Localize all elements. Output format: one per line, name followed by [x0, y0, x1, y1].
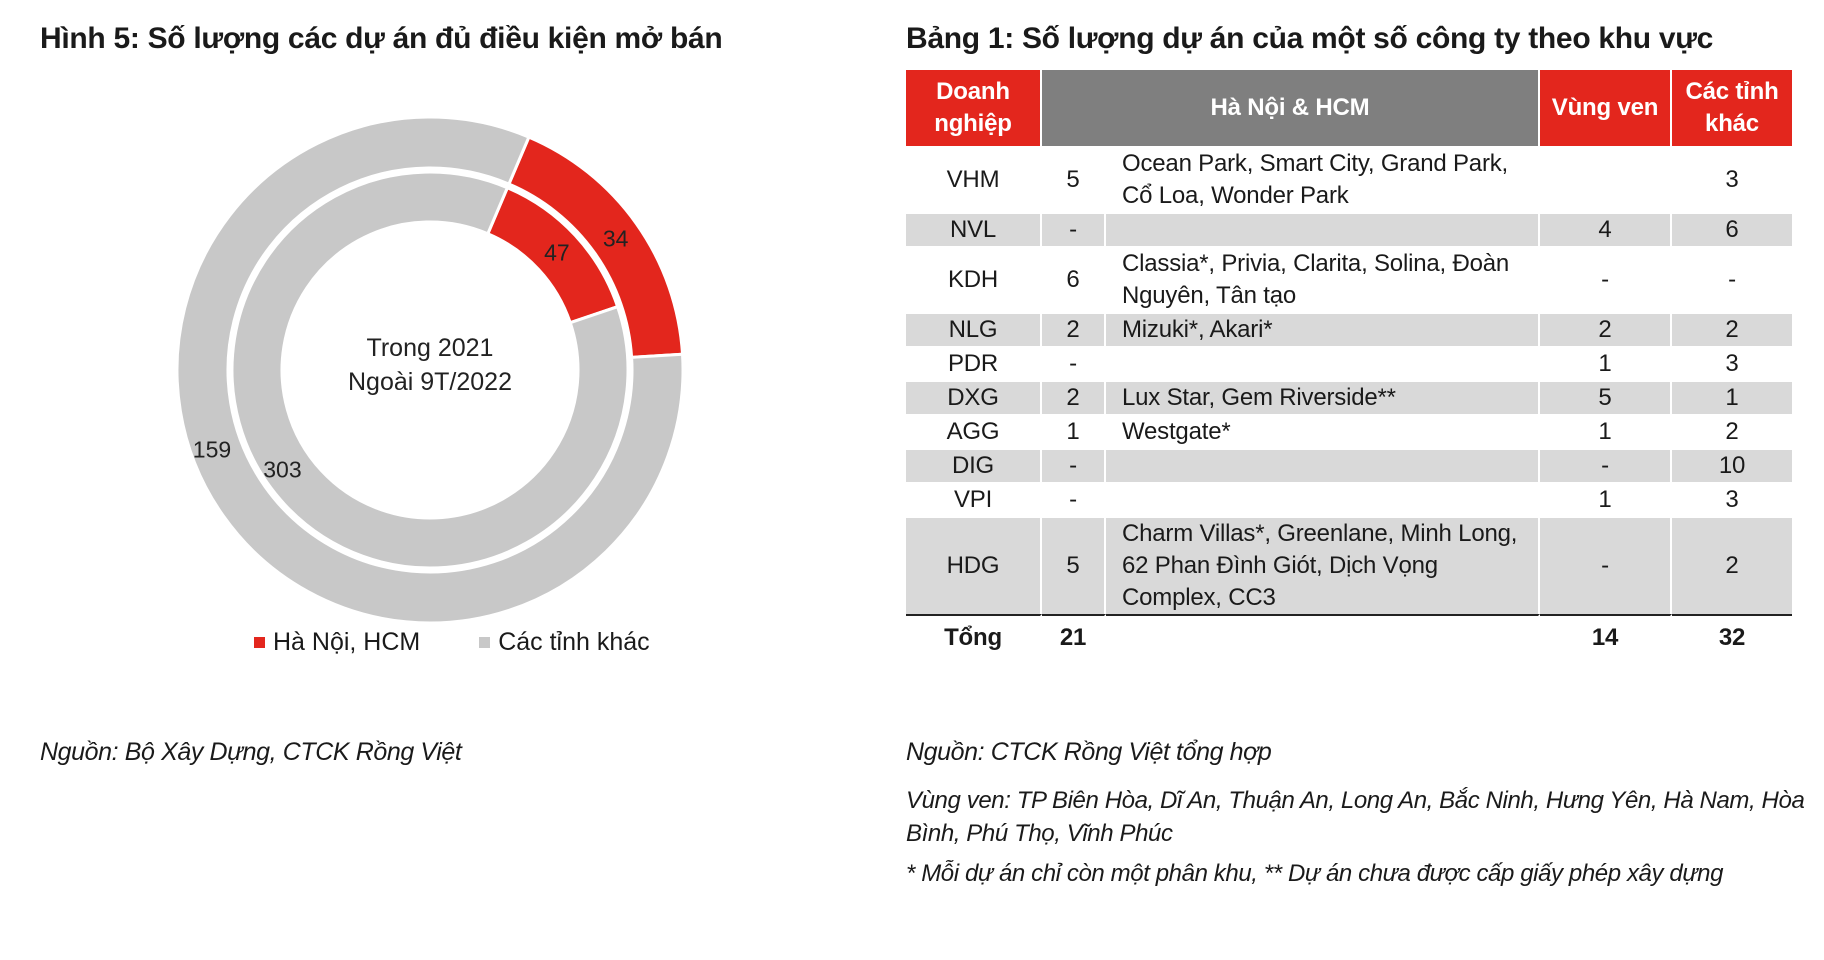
suburban-cell: 5: [1540, 380, 1672, 414]
company-cell: NLG: [906, 312, 1042, 346]
projects-table: [906, 70, 1792, 656]
legend-swatch-red: [254, 637, 265, 648]
suburban-cell: [1540, 146, 1672, 212]
hn-hcm-count-cell: 2: [1042, 312, 1106, 346]
value-label-outer-hanoi-hcm: 34: [602, 225, 629, 252]
suburban-cell: 1: [1540, 346, 1672, 380]
projects-cell: Lux Star, Gem Riverside**: [1106, 380, 1540, 414]
projects-cell: Classia*, Privia, Clarita, Solina, Đoàn Nguyên, Tân tạo: [1106, 246, 1540, 312]
center-label-line-2: Ngoài 9T/2022: [347, 368, 513, 396]
projects-cell: Westgate*: [1106, 414, 1540, 448]
company-cell: VHM: [906, 146, 1042, 212]
header-other-provinces: Các tỉnh khác: [1672, 70, 1792, 146]
other-provinces-cell: 10: [1672, 448, 1792, 482]
total-label: Tổng: [906, 614, 1042, 656]
suburban-cell: -: [1540, 448, 1672, 482]
legend-swatch-grey: [479, 637, 490, 648]
other-provinces-cell: 3: [1672, 346, 1792, 380]
table-total-row: [906, 614, 1792, 656]
suburban-cell: 4: [1540, 212, 1672, 246]
table-source: Nguồn: CTCK Rồng Việt tổng hợp: [906, 738, 1272, 766]
projects-cell: [1106, 212, 1540, 246]
header-hanoi-hcm: Hà Nội & HCM: [1042, 70, 1540, 146]
table-header-row: [906, 70, 1792, 146]
table-row: [906, 516, 1792, 614]
header-company: Doanh nghiệp: [906, 70, 1042, 146]
projects-cell: Mizuki*, Akari*: [1106, 312, 1540, 346]
company-cell: HDG: [906, 516, 1042, 614]
suburban-cell: 1: [1540, 414, 1672, 448]
legend-item-hanoi-hcm: [254, 628, 420, 657]
footnote: * Mỗi dự án chỉ còn một phân khu, ** Dự án chưa được cấp giấy phép xây dựng: [906, 860, 1724, 887]
hn-hcm-count-cell: -: [1042, 212, 1106, 246]
legend-item-other-provinces: [479, 628, 649, 657]
hn-hcm-count-cell: 6: [1042, 246, 1106, 312]
company-cell: AGG: [906, 414, 1042, 448]
hn-hcm-count-cell: -: [1042, 448, 1106, 482]
suburban-cell: 1: [1540, 482, 1672, 516]
value-label-inner-hanoi-hcm: 47: [544, 239, 570, 266]
table-row: [906, 414, 1792, 448]
table-row: [906, 246, 1792, 312]
table-body: [906, 146, 1792, 614]
table-row: [906, 346, 1792, 380]
table-row: [906, 146, 1792, 212]
hn-hcm-count-cell: -: [1042, 346, 1106, 380]
suburban-cell: -: [1540, 246, 1672, 312]
figure-source: Nguồn: Bộ Xây Dựng, CTCK Rồng Việt: [40, 738, 462, 766]
figure-title: Hình 5: Số lượng các dự án đủ điều kiện mở bán: [40, 22, 723, 55]
total-count: 21: [1042, 614, 1106, 656]
company-cell: PDR: [906, 346, 1042, 380]
center-label-line-1: Trong 2021: [366, 334, 494, 362]
header-suburban: Vùng ven: [1540, 70, 1672, 146]
projects-cell: Charm Villas*, Greenlane, Minh Long, 62 Phan Đình Giót, Dịch Vọng Complex, CC3: [1106, 516, 1540, 614]
other-provinces-cell: 6: [1672, 212, 1792, 246]
hn-hcm-count-cell: 5: [1042, 146, 1106, 212]
legend-label: Các tỉnh khác: [498, 628, 650, 656]
company-cell: KDH: [906, 246, 1042, 312]
table-row: [906, 448, 1792, 482]
projects-cell: Ocean Park, Smart City, Grand Park, Cổ Loa, Wonder Park: [1106, 146, 1540, 212]
value-label-inner-other-provinces: 303: [263, 456, 302, 483]
hn-hcm-count-cell: 5: [1042, 516, 1106, 614]
table-row: [906, 482, 1792, 516]
chart-legend: [254, 628, 702, 657]
other-provinces-cell: 2: [1672, 414, 1792, 448]
total-other: 32: [1672, 614, 1792, 656]
other-provinces-cell: 3: [1672, 482, 1792, 516]
donut-chart: [170, 110, 690, 630]
company-cell: VPI: [906, 482, 1042, 516]
other-provinces-cell: 2: [1672, 312, 1792, 346]
other-provinces-cell: 2: [1672, 516, 1792, 614]
total-projects: [1106, 614, 1540, 656]
projects-cell: [1106, 448, 1540, 482]
table-row: [906, 312, 1792, 346]
other-provinces-cell: 1: [1672, 380, 1792, 414]
company-cell: NVL: [906, 212, 1042, 246]
hn-hcm-count-cell: 1: [1042, 414, 1106, 448]
table-row: [906, 212, 1792, 246]
legend-label: Hà Nội, HCM: [273, 628, 421, 656]
total-suburban: 14: [1540, 614, 1672, 656]
table-row: [906, 380, 1792, 414]
other-provinces-cell: 3: [1672, 146, 1792, 212]
table-title: Bảng 1: Số lượng dự án của một số công ty theo khu vực: [906, 22, 1714, 55]
suburban-note: Vùng ven: TP Biên Hòa, Dĩ An, Thuận An, Long An, Bắc Ninh, Hưng Yên, Hà Nam, Hòa Bình, Phú Thọ, Vĩnh Phúc: [906, 787, 1805, 847]
suburban-cell: -: [1540, 516, 1672, 614]
other-provinces-cell: -: [1672, 246, 1792, 312]
suburban-cell: 2: [1540, 312, 1672, 346]
projects-cell: [1106, 346, 1540, 380]
value-label-outer-other-provinces: 159: [192, 436, 232, 463]
hn-hcm-count-cell: -: [1042, 482, 1106, 516]
company-cell: DIG: [906, 448, 1042, 482]
hn-hcm-count-cell: 2: [1042, 380, 1106, 414]
company-cell: DXG: [906, 380, 1042, 414]
projects-cell: [1106, 482, 1540, 516]
